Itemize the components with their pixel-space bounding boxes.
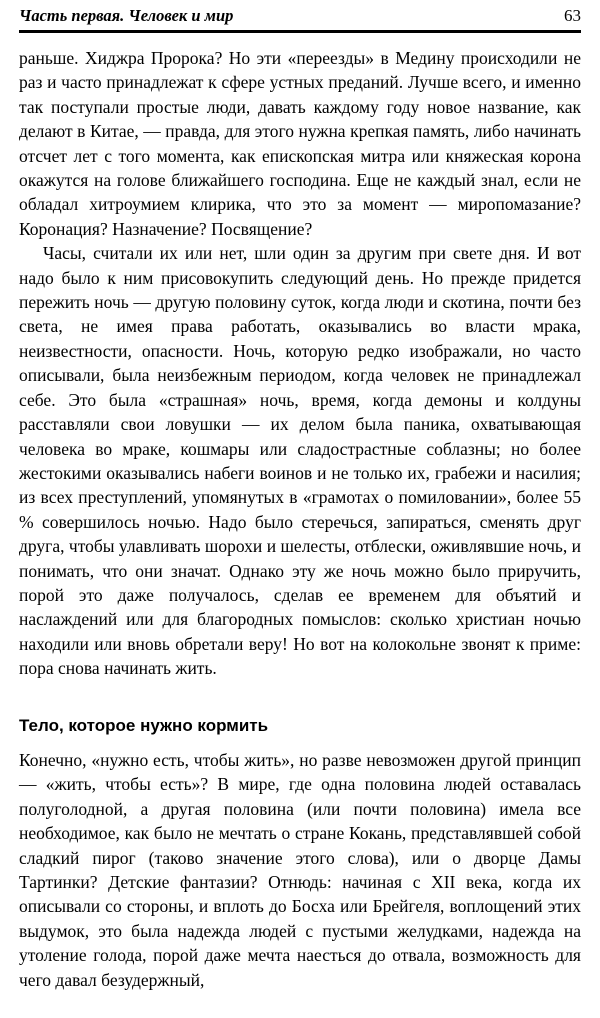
- paragraph-continuation: раньше. Хиджра Пророка? Но эти «переезды» в Медину происходили не раз и часто принадлежат к сфере устных преданий. Лучше всего, и именно так поступали простые люди, давать каждому году новое название, как делают в Китае, — правда, для этого нужна крепкая память, либо начинать отсчет лет с того момента, как епископская митра или княжеская корона окажутся на голове ближайшего господина. Еще не каждый знал, если не обладал хитроумием клирика, что это за момент — миропомазание? Коронация? Назначение? Посвящение?: [19, 48, 581, 239]
- paragraph-food: Конечно, «нужно есть, чтобы жить», но разве невозможен другой принцип — «жить, чтобы есть»? В мире, где одна половина людей оставалась полуголодной, а другая половина (или почти половина) имела все необходимое, как было не мечтать о стране Кокань, представлявшей собой сладкий пирог (таково значение этого слова), или о дворце Дамы Тартинки? Детские фантазии? Отнюдь: начиная с XII века, когда их описывали со стороны, и вплоть до Босха или Брейгеля, воплощений этих выдумок, это была надежда людей с пустыми желудками, надежда на утоление голода, порой даже мечта наесться до отвала, возможность для чего давал безудержный,: [19, 750, 581, 990]
- header-rule: [19, 30, 581, 33]
- running-title: Часть первая. Человек и мир: [19, 6, 234, 25]
- section-text: [19, 748, 581, 992]
- main-text: [19, 46, 581, 681]
- paragraph-night: Часы, считали их или нет, шли один за другим при свете дня. И вот надо было к ним присовокупить следующий день. Но прежде придется пережить ночь — другую половину суток, когда люди и скотина, почти без света, не имея права работать, оказывались во власти мрака, неизвестности, опасности. Ночь, которую редко изображали, но часто описывали, была неизбежным периодом, когда человек не принадлежал себе. Это была «страшная» ночь, время, когда демоны и колдуны расставляли свои ловушки — их делом была паника, охватывающая человека во мраке, кошмары или сладострастные соблазны; но более жестокими оказывались набеги воинов и не только их, грабежи и насилия; из всех преступлений, упомянутых в «грамотах о помиловании», более 55 % совершилось ночью. Надо было стеречься, запираться, сменять друг друга, чтобы улавливать шорохи и шелесты, отблески, оживлявшие ночь, и понимать, что они значат. Однако эту же ночь можно было приручить, порой это даже получалось, сделав ее временем для объятий и наслаждений или для благородных помыслов: сколько христиан ночью находили или вновь обретали веру! Но вот на колокольне звонят к приме: пора снова начинать жить.: [19, 243, 581, 679]
- page-number: 63: [564, 6, 581, 25]
- section-heading: Тело, которое нужно кормить: [19, 716, 269, 735]
- running-head: [19, 6, 581, 30]
